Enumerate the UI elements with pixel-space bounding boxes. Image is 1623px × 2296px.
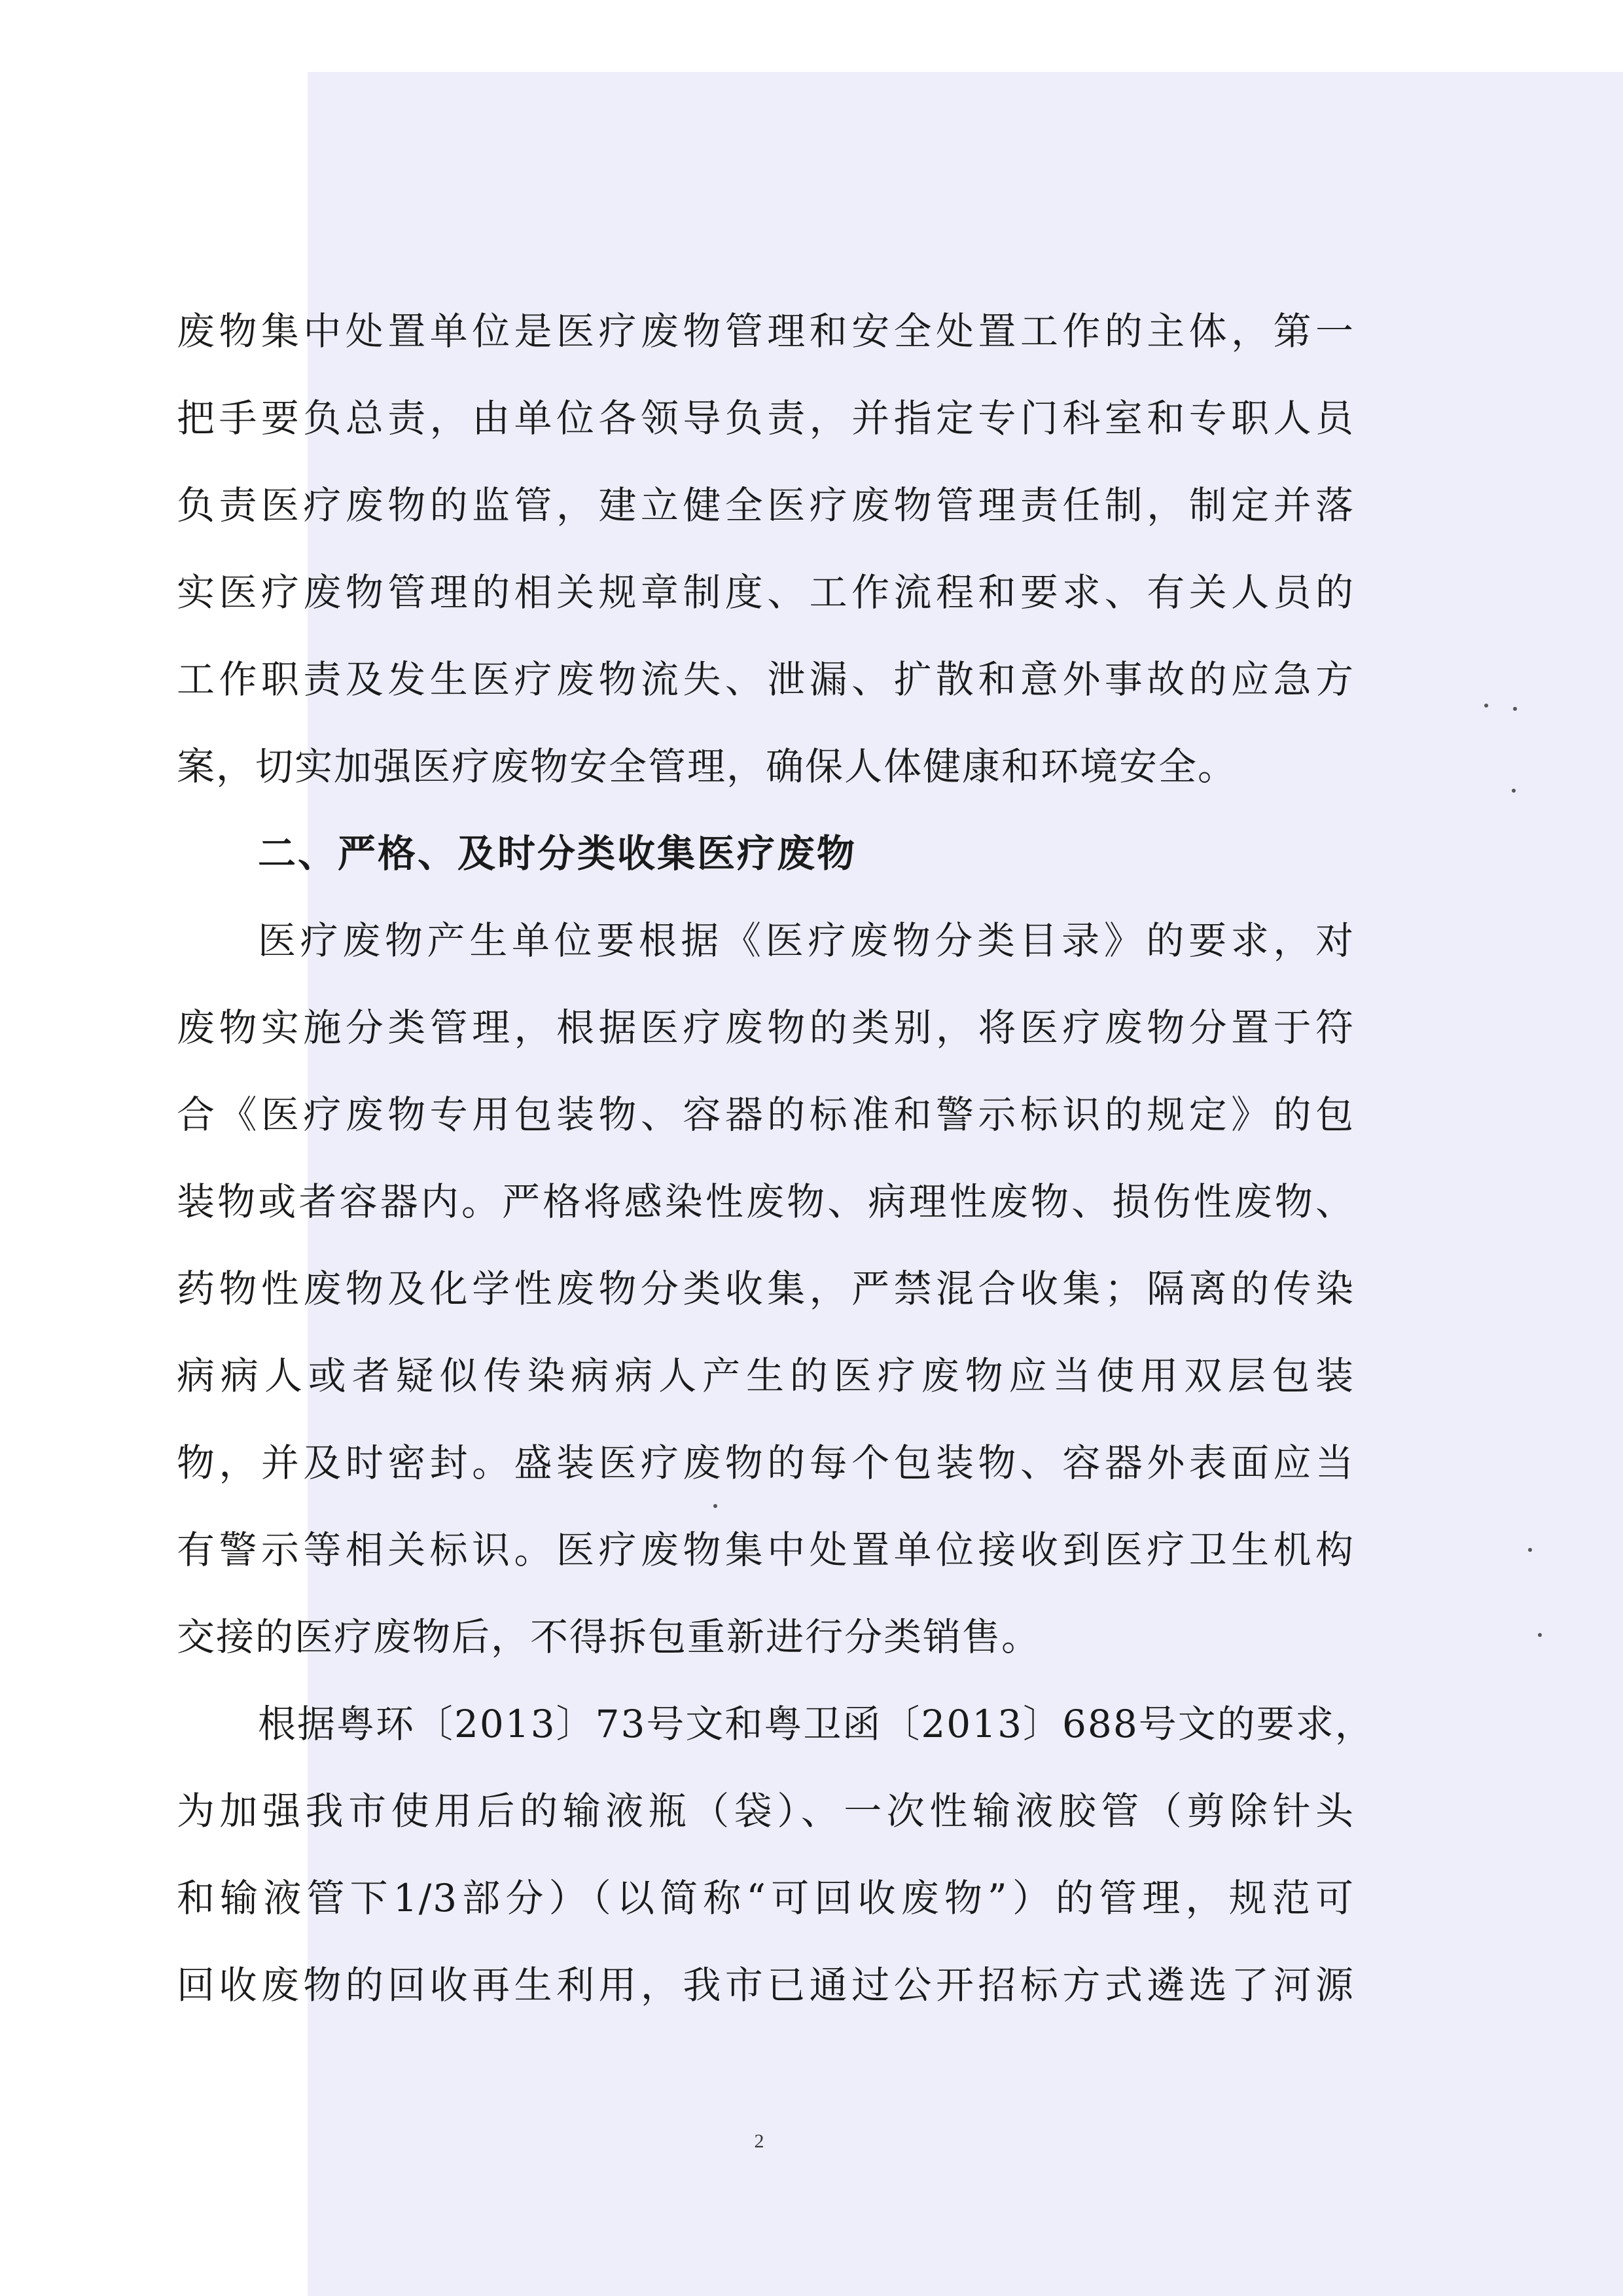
text-line: 合《医疗废物专用包装物、容器的标准和警示标识的规定》的包 (177, 1092, 1355, 1137)
scan-speck (1484, 704, 1488, 708)
text-line: 实医疗废物管理的相关规章制度、工作流程和要求、有关人员的 (177, 570, 1355, 615)
text-line: 医疗废物产生单位要根据《医疗废物分类目录》的要求，对 (258, 918, 1355, 963)
page-number: 2 (754, 2130, 764, 2152)
text-line: 工作职责及发生医疗废物流失、泄漏、扩散和意外事故的应急方 (177, 657, 1355, 702)
text-line: 交接的医疗废物后，不得拆包重新进行分类销售。 (177, 1615, 1041, 1659)
text-line: 废物集中处置单位是医疗废物管理和安全处置工作的主体，第一 (177, 309, 1355, 353)
text-line: 病病人或者疑似传染病病人产生的医疗废物应当使用双层包装 (177, 1354, 1355, 1398)
scan-top-margin (0, 0, 1623, 72)
paragraph-1 (177, 288, 1355, 810)
scan-speck (1512, 789, 1516, 793)
scan-speck (1538, 1633, 1542, 1637)
text-line: 和输液管下1/3部分）（以简称“可回收废物”）的管理，规范可 (177, 1876, 1355, 1920)
scan-speck (713, 1504, 717, 1508)
text-line: 案，切实加强医疗废物安全管理，确保人体健康和环境安全。 (177, 744, 1238, 789)
scan-speck (1513, 707, 1517, 711)
text-line: 装物或者容器内。严格将感染性废物、病理性废物、损伤性废物、 (177, 1179, 1355, 1224)
text-line: 为加强我市使用后的输液瓶（袋）、一次性输液胶管（剪除针头 (177, 1789, 1355, 1833)
text-line: 把手要负总责，由单位各领导负责，并指定专门科室和专职人员 (177, 396, 1355, 440)
text-line: 有警示等相关标识。医疗废物集中处置单位接收到医疗卫生机构 (177, 1528, 1355, 1572)
text-line: 药物性废物及化学性废物分类收集，严禁混合收集；隔离的传染 (177, 1266, 1355, 1311)
paragraph-3 (177, 1681, 1374, 2029)
section-heading: 二、严格、及时分类收集医疗废物 (258, 831, 857, 876)
document-body (177, 288, 1374, 2029)
text-line: 根据粤环〔2013〕73号文和粤卫函〔2013〕688号文的要求， (258, 1702, 1374, 1746)
text-line: 废物实施分类管理，根据医疗废物的类别，将医疗废物分置于符 (177, 1005, 1355, 1050)
text-line: 负责医疗废物的监管，建立健全医疗废物管理责任制，制定并落 (177, 483, 1355, 528)
text-line: 回收废物的回收再生利用，我市已通过公开招标方式遴选了河源 (177, 1963, 1355, 2007)
text-line: 物，并及时密封。盛装医疗废物的每个包装物、容器外表面应当 (177, 1441, 1355, 1485)
scan-speck (1528, 1548, 1532, 1552)
paragraph-2 (177, 897, 1355, 1681)
